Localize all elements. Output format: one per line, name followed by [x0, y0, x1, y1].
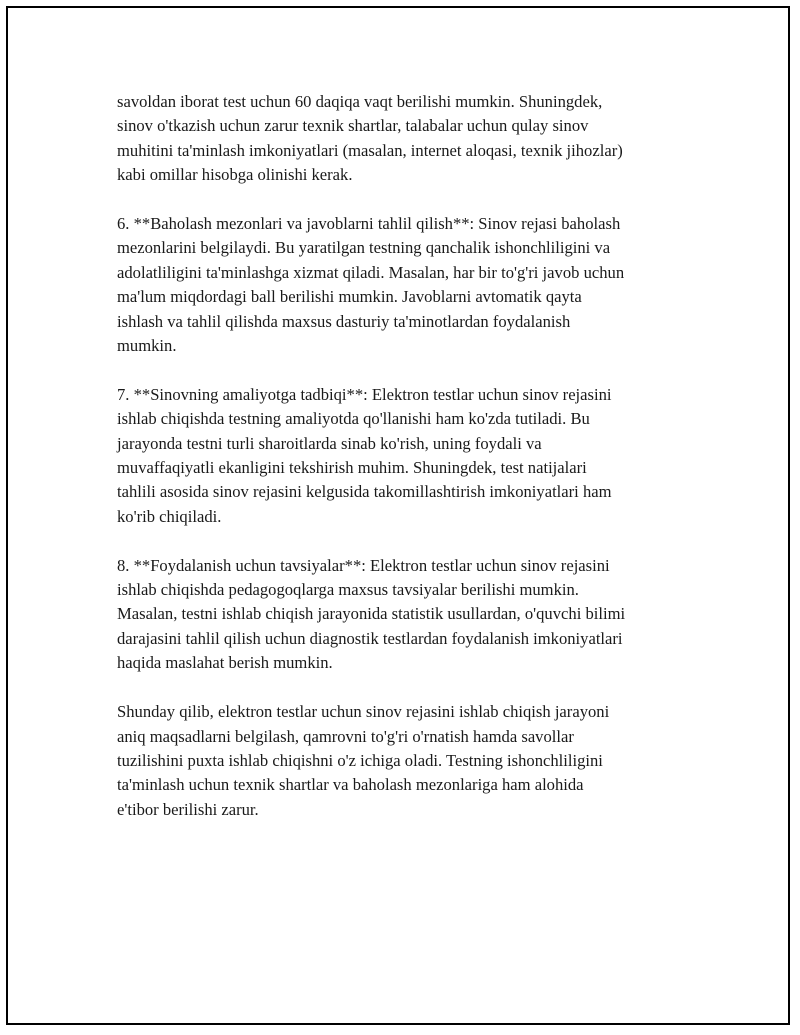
text-line: adolatliligini ta'minlashga xizmat qiladi. Masalan, har bir to'g'ri javob uchun [117, 262, 625, 282]
text-line: 6. **Baholash mezonlari va javoblarni tahlil qilish**: Sinov rejasi baholash [117, 214, 621, 234]
text-line: ma'lum miqdordagi ball berilishi mumkin. Javoblarni avtomatik qayta [117, 287, 582, 307]
text-line: jarayonda testni turli sharoitlarda sinab ko'rish, uning foydali va [117, 433, 542, 453]
text-line: sinov o'tkazish uchun zarur texnik shartlar, talabalar uchun qulay sinov [117, 116, 589, 136]
text-line: muhitini ta'minlash imkoniyatlari (masalan, internet aloqasi, texnik jihozlar) [117, 140, 623, 160]
text-line: haqida maslahat berish mumkin. [117, 653, 333, 673]
paragraph-intro [117, 90, 695, 188]
text-line: mezonlarini belgilaydi. Bu yaratilgan testning qanchalik ishonchliligini va [117, 238, 611, 258]
text-line: mumkin. [117, 336, 177, 356]
text-line: ishlab chiqishda testning amaliyotda qo'llanishi ham ko'zda tutiladi. Bu [117, 409, 590, 429]
text-line: ishlab chiqishda pedagogoqlarga maxsus tavsiyalar berilishi mumkin. [117, 580, 579, 600]
text-line: 8. **Foydalanish uchun tavsiyalar**: Elektron testlar uchun sinov rejasini [117, 555, 610, 575]
document-body [117, 90, 695, 847]
text-line: tuzilishini puxta ishlab chiqishni o'z ichiga oladi. Testning ishonchliligini [117, 750, 603, 770]
text-line: aniq maqsadlarni belgilash, qamrovni to'g'ri o'rnatish hamda savollar [117, 726, 574, 746]
text-line: ko'rib chiqiladi. [117, 506, 222, 526]
text-line: tahlili asosida sinov rejasini kelgusida takomillashtirish imkoniyatlari ham [117, 482, 612, 502]
text-line: Masalan, testni ishlab chiqish jarayonida statistik usullardan, o'quvchi bilimi [117, 604, 626, 624]
text-line: ta'minlash uchun texnik shartlar va baholash mezonlariga ham alohida [117, 775, 584, 795]
text-line: darajasini tahlil qilish uchun diagnostik testlardan foydalanish imkoniyatlari [117, 628, 623, 648]
text-line: muvaffaqiyatli ekanligini tekshirish muhim. Shuningdek, test natijalari [117, 458, 587, 478]
text-line: e'tibor berilishi zarur. [117, 799, 259, 819]
paragraph-item-8 [117, 554, 695, 676]
paragraph-item-6 [117, 212, 695, 358]
paragraph-conclusion [117, 700, 695, 822]
text-line: 7. **Sinovning amaliyotga tadbiqi**: Elektron testlar uchun sinov rejasini [117, 384, 612, 404]
text-line: savoldan iborat test uchun 60 daqiqa vaqt berilishi mumkin. Shuningdek, [117, 92, 603, 111]
paragraph-item-7 [117, 383, 695, 529]
text-line: kabi omillar hisobga olinishi kerak. [117, 165, 353, 185]
text-line: Shunday qilib, elektron testlar uchun sinov rejasini ishlab chiqish jarayoni [117, 702, 610, 722]
text-line: ishlash va tahlil qilishda maxsus dasturiy ta'minotlardan foydalanish [117, 311, 571, 331]
